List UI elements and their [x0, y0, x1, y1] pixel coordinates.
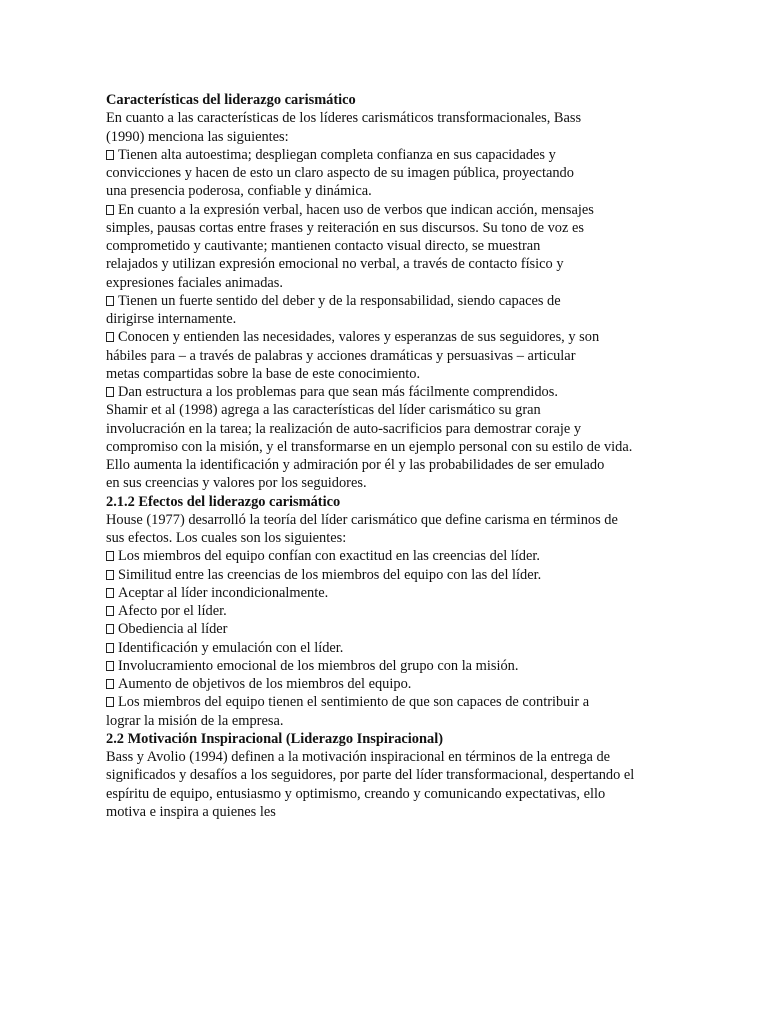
bullet-line [106, 292, 686, 310]
bullet-line [106, 547, 686, 565]
bullet-line [106, 201, 686, 219]
bullet-text: Aumento de objetivos de los miembros del equipo. [118, 676, 412, 692]
paragraph-line: comprometido y cautivante; mantienen contacto visual directo, se muestran [106, 238, 541, 254]
bullet-line [106, 584, 686, 602]
bullet-text: Obediencia al líder [118, 621, 228, 638]
bullet-box-icon [106, 588, 114, 598]
paragraph-line: en sus creencias y valores por los seguidores. [106, 475, 367, 492]
bullet-text: Tienen alta autoestima; despliegan completa confianza en sus capacidades y [118, 146, 556, 163]
bullet-line [106, 602, 686, 620]
paragraph-line: expresiones faciales animadas. [106, 274, 284, 291]
bullet-text: Tienen un fuerte sentido del deber y de la responsabilidad, siendo capaces de [118, 292, 561, 309]
bullet-line [106, 146, 686, 164]
paragraph-line: sus efectos. Los cuales son los siguientes: [106, 530, 347, 546]
section-heading: 2.2 Motivación Inspiracional (Liderazgo Inspiracional) [106, 730, 443, 747]
document-text [106, 91, 686, 821]
bullet-text: En cuanto a la expresión verbal, hacen uso de verbos que indican acción, mensajes [118, 201, 594, 218]
bullet-box-icon [106, 697, 114, 707]
bullet-text: Identificación y emulación con el líder. [118, 639, 344, 656]
paragraph-line: lograr la misión de la empresa. [106, 712, 284, 729]
paragraph-line: involucración en la tarea; la realización de auto-sacrificios para demostrar coraje y [106, 420, 582, 437]
paragraph-line: espíritu de equipo, entusiasmo y optimismo, creando y comunicando expectativas, ello [106, 785, 606, 802]
paragraph-line: significados y desafíos a los seguidores, por parte del líder transformacional, despertando el [106, 767, 635, 784]
bullet-line [106, 328, 686, 346]
paragraph-line: House (1977) desarrolló la teoría del líder carismático que define carisma en términos de [106, 511, 618, 528]
bullet-box-icon [106, 150, 114, 160]
bullet-box-icon [106, 624, 114, 634]
bullet-line [106, 639, 686, 657]
paragraph-line: metas compartidas sobre la base de este conocimiento. [106, 365, 421, 382]
bullet-text: Afecto por el líder. [118, 603, 227, 619]
bullet-box-icon [106, 332, 114, 342]
paragraph-line: convicciones y hacen de esto un claro aspecto de su imagen pública, proyectando [106, 165, 574, 181]
bullet-line [106, 383, 686, 401]
bullet-text: Los miembros del equipo confían con exactitud en las creencias del líder. [118, 548, 540, 565]
bullet-text: Dan estructura a los problemas para que sean más fácilmente comprendidos. [118, 384, 558, 400]
section-heading: 2.1.2 Efectos del liderazgo carismático [106, 493, 341, 510]
paragraph-line: compromiso con la misión, y el transformarse en un ejemplo personal con su estilo de vida. [106, 438, 633, 455]
bullet-box-icon [106, 387, 114, 397]
paragraph-line: En cuanto a las características de los líderes carismáticos transformacionales, Bass [106, 110, 582, 127]
bullet-line [106, 566, 686, 584]
section-heading: Características del liderazgo carismático [106, 92, 356, 108]
bullet-box-icon [106, 570, 114, 580]
paragraph-line: hábiles para – a través de palabras y acciones dramáticas y persuasivas – articular [106, 347, 576, 364]
paragraph-line: relajados y utilizan expresión emocional no verbal, a través de contacto físico y [106, 256, 564, 273]
paragraph-line: dirigirse internamente. [106, 311, 237, 327]
paragraph-line: Ello aumenta la identificación y admiración por él y las probabilidades de ser emulado [106, 457, 605, 473]
bullet-box-icon [106, 551, 114, 561]
bullet-box-icon [106, 679, 114, 689]
bullet-box-icon [106, 606, 114, 616]
bullet-text: Aceptar al líder incondicionalmente. [118, 584, 329, 601]
bullet-line [106, 620, 686, 638]
bullet-box-icon [106, 643, 114, 653]
bullet-text: Los miembros del equipo tienen el sentimiento de que son capaces de contribuir a [118, 694, 590, 711]
paragraph-line: Bass y Avolio (1994) definen a la motivación inspiracional en términos de la entrega de [106, 749, 611, 765]
bullet-line [106, 657, 686, 675]
paragraph-line: motiva e inspira a quienes les [106, 803, 276, 820]
bullet-box-icon [106, 661, 114, 671]
bullet-text: Involucramiento emocional de los miembros del grupo con la misión. [118, 657, 519, 674]
paragraph-line: Shamir et al (1998) agrega a las características del líder carismático su gran [106, 402, 541, 419]
paragraph-line: simples, pausas cortas entre frases y reiteración en sus discursos. Su tono de voz es [106, 219, 584, 236]
bullet-line [106, 675, 686, 693]
bullet-box-icon [106, 296, 114, 306]
paragraph-line: una presencia poderosa, confiable y dinámica. [106, 183, 372, 200]
bullet-box-icon [106, 205, 114, 215]
paragraph-line: (1990) menciona las siguientes: [106, 128, 289, 145]
bullet-line [106, 693, 686, 711]
bullet-text: Conocen y entienden las necesidades, valores y esperanzas de sus seguidores, y son [118, 329, 600, 346]
bullet-text: Similitud entre las creencias de los miembros del equipo con las del líder. [118, 566, 542, 583]
